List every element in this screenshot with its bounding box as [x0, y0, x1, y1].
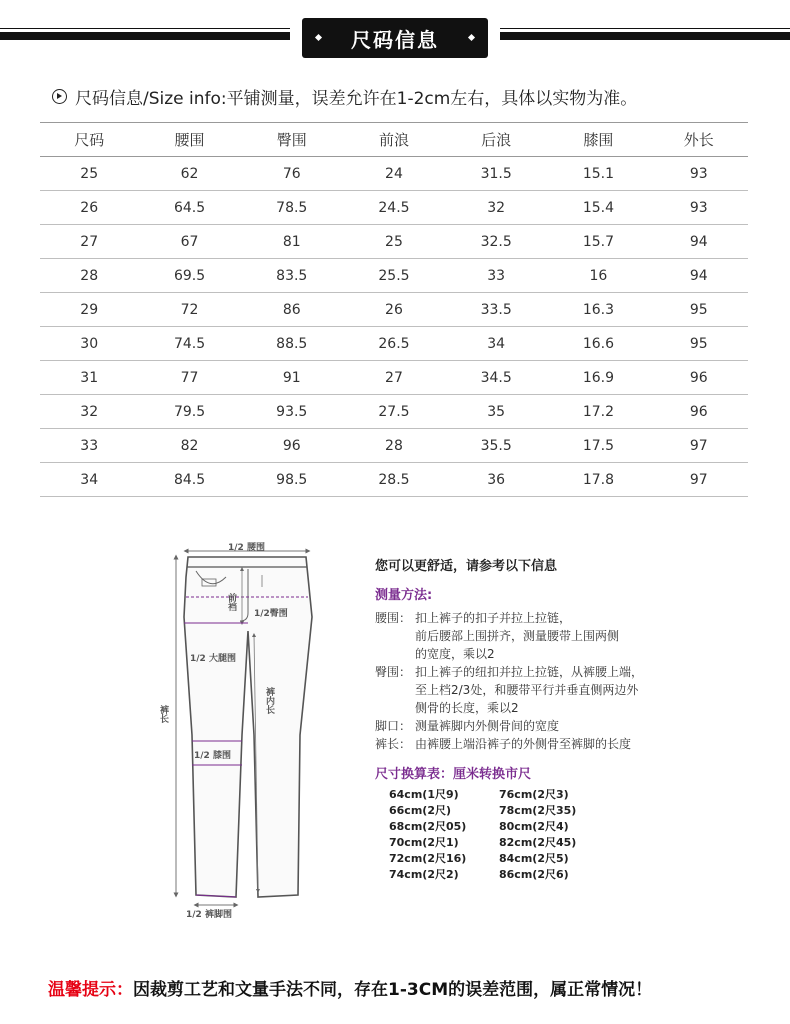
table-cell: 35	[445, 395, 547, 429]
col-header: 腰围	[138, 123, 240, 157]
table-cell: 32	[40, 395, 138, 429]
table-cell: 82	[138, 429, 240, 463]
conversion-item: 66cm(2尺)	[389, 804, 451, 817]
conversion-item: 82cm(2尺45)	[499, 836, 577, 849]
table-row	[40, 361, 748, 395]
table-cell: 96	[241, 429, 343, 463]
method-key: 臀围：	[375, 665, 412, 679]
table-cell: 25	[343, 225, 445, 259]
table-cell: 62	[138, 157, 240, 191]
table-cell: 69.5	[138, 259, 240, 293]
table-cell: 24.5	[343, 191, 445, 225]
table-cell: 27.5	[343, 395, 445, 429]
table-cell: 16.9	[547, 361, 649, 395]
table-header-row	[40, 123, 748, 157]
conversion-item: 74cm(2尺2)	[389, 868, 459, 881]
conversion-title: 尺寸换算表：厘米转换市尺	[375, 767, 532, 782]
label-hip: 1/2臀围	[254, 609, 288, 619]
table-cell: 17.5	[547, 429, 649, 463]
method-waist	[375, 609, 775, 627]
method-key: 脚口：	[375, 719, 412, 733]
table-cell: 35.5	[445, 429, 547, 463]
col-header: 前浪	[343, 123, 445, 157]
conversion-grid	[389, 788, 775, 882]
table-cell: 28.5	[343, 463, 445, 497]
method-text: 由裤腰上端沿裤子的外侧骨至裤脚的长度	[415, 737, 632, 751]
conversion-item: 72cm(2尺16)	[389, 852, 467, 865]
table-cell: 95	[650, 293, 748, 327]
table-cell: 97	[650, 429, 748, 463]
method-text: 扣上裤子的纽扣并拉上拉链，从裤腰上端，	[415, 665, 644, 679]
table-cell: 86	[241, 293, 343, 327]
label-knee: 1/2 膝围	[194, 751, 231, 761]
table-cell: 26	[343, 293, 445, 327]
conversion-item: 78cm(2尺35)	[499, 804, 577, 817]
header-rule-left	[0, 32, 290, 40]
method-text: 测量裤脚内外侧骨间的宽度	[415, 719, 560, 733]
table-cell: 67	[138, 225, 240, 259]
table-cell: 36	[445, 463, 547, 497]
table-cell: 34	[445, 327, 547, 361]
table-cell: 24	[343, 157, 445, 191]
col-header: 后浪	[445, 123, 547, 157]
method-key: 裤长：	[375, 737, 412, 751]
conversion-item: 86cm(2尺6)	[499, 868, 569, 881]
table-cell: 79.5	[138, 395, 240, 429]
table-cell: 15.7	[547, 225, 649, 259]
table-cell: 29	[40, 293, 138, 327]
table-cell: 16.3	[547, 293, 649, 327]
table-cell: 33.5	[445, 293, 547, 327]
table-cell: 95	[650, 327, 748, 361]
table-cell: 93.5	[241, 395, 343, 429]
table-cell: 98.5	[241, 463, 343, 497]
table-cell: 26	[40, 191, 138, 225]
pants-diagram	[150, 535, 350, 925]
table-cell: 16	[547, 259, 649, 293]
table-cell: 77	[138, 361, 240, 395]
table-cell: 17.2	[547, 395, 649, 429]
col-header: 外长	[650, 123, 748, 157]
conversion-item: 76cm(2尺3)	[499, 788, 569, 801]
table-cell: 26.5	[343, 327, 445, 361]
header-banner	[302, 18, 488, 58]
table-cell: 78.5	[241, 191, 343, 225]
method-title: 测量方法:	[375, 588, 433, 603]
diamond-icon	[468, 34, 475, 41]
table-cell: 96	[650, 395, 748, 429]
table-row	[40, 157, 748, 191]
table-cell: 17.8	[547, 463, 649, 497]
diamond-icon	[315, 34, 322, 41]
table-cell: 31	[40, 361, 138, 395]
table-cell: 72	[138, 293, 240, 327]
label-thigh: 1/2 大腿围	[190, 654, 236, 664]
table-row	[40, 191, 748, 225]
table-cell: 74.5	[138, 327, 240, 361]
table-cell: 30	[40, 327, 138, 361]
size-table	[40, 122, 748, 497]
table-row	[40, 327, 748, 361]
warning-label: 温馨提示：	[48, 980, 133, 1000]
table-cell: 25.5	[343, 259, 445, 293]
label-inseam: 裤内长	[264, 687, 274, 714]
table-cell: 31.5	[445, 157, 547, 191]
table-row	[40, 259, 748, 293]
conversion-item: 84cm(2尺5)	[499, 852, 569, 865]
method-key: 腰围：	[375, 611, 412, 625]
table-cell: 91	[241, 361, 343, 395]
label-waist: 1/2 腰围	[228, 543, 265, 553]
table-cell: 93	[650, 191, 748, 225]
table-cell: 32	[445, 191, 547, 225]
table-cell: 25	[40, 157, 138, 191]
table-cell: 33	[40, 429, 138, 463]
table-cell: 81	[241, 225, 343, 259]
table-cell: 27	[343, 361, 445, 395]
table-cell: 76	[241, 157, 343, 191]
method-hip	[375, 663, 775, 681]
table-cell: 34	[40, 463, 138, 497]
play-circle-icon	[52, 89, 67, 104]
method-text: 前后腰部上围拼齐，测量腰带上围两侧	[415, 629, 620, 643]
table-row	[40, 225, 748, 259]
label-outseam: 裤长	[158, 705, 168, 723]
header-rule-right	[500, 32, 790, 40]
method-length	[375, 735, 775, 753]
table-row	[40, 429, 748, 463]
table-row	[40, 395, 748, 429]
warning-text: 因裁剪工艺和文量手法不同，存在1-3CM的误差范围，属正常情况！	[133, 980, 653, 1000]
conversion-item: 64cm(1尺9)	[389, 788, 459, 801]
method-text: 扣上裤子的扣子并拉上拉链，	[415, 611, 572, 625]
size-info-text: 尺码信息/Size info:平铺测量，误差允许在1-2cm左右，具体以实物为准。	[75, 89, 638, 109]
label-front-rise: 前裆	[226, 593, 236, 611]
col-header: 臀围	[241, 123, 343, 157]
table-cell: 84.5	[138, 463, 240, 497]
col-header: 尺码	[40, 123, 138, 157]
table-cell: 15.1	[547, 157, 649, 191]
table-cell: 27	[40, 225, 138, 259]
pants-illustration	[150, 535, 350, 925]
label-hem: 1/2 裤脚围	[186, 910, 232, 920]
table-cell: 94	[650, 259, 748, 293]
method-text: 的宽度，乘以2	[415, 647, 495, 661]
measurement-guide	[375, 555, 775, 882]
table-cell: 34.5	[445, 361, 547, 395]
guide-intro: 您可以更舒适，请参考以下信息	[375, 559, 558, 574]
table-cell: 28	[40, 259, 138, 293]
method-text: 至上档2/3处，和腰带平行并垂直侧两边外	[415, 683, 639, 697]
table-cell: 94	[650, 225, 748, 259]
col-header: 膝围	[547, 123, 649, 157]
table-cell: 32.5	[445, 225, 547, 259]
table-cell: 96	[650, 361, 748, 395]
conversion-item: 70cm(2尺1)	[389, 836, 459, 849]
conversion-item: 68cm(2尺05)	[389, 820, 467, 833]
table-cell: 16.6	[547, 327, 649, 361]
size-info-line	[52, 84, 637, 109]
table-row	[40, 463, 748, 497]
conversion-item: 80cm(2尺4)	[499, 820, 569, 833]
method-text: 侧骨的长度，乘以2	[415, 701, 519, 715]
table-cell: 83.5	[241, 259, 343, 293]
table-row	[40, 293, 748, 327]
table-cell: 64.5	[138, 191, 240, 225]
table-cell: 88.5	[241, 327, 343, 361]
table-cell: 97	[650, 463, 748, 497]
table-cell: 28	[343, 429, 445, 463]
method-hem	[375, 717, 775, 735]
table-cell: 33	[445, 259, 547, 293]
table-cell: 15.4	[547, 191, 649, 225]
warning-notice	[48, 975, 652, 1000]
header-title: 尺码信息	[351, 27, 439, 52]
table-cell: 93	[650, 157, 748, 191]
